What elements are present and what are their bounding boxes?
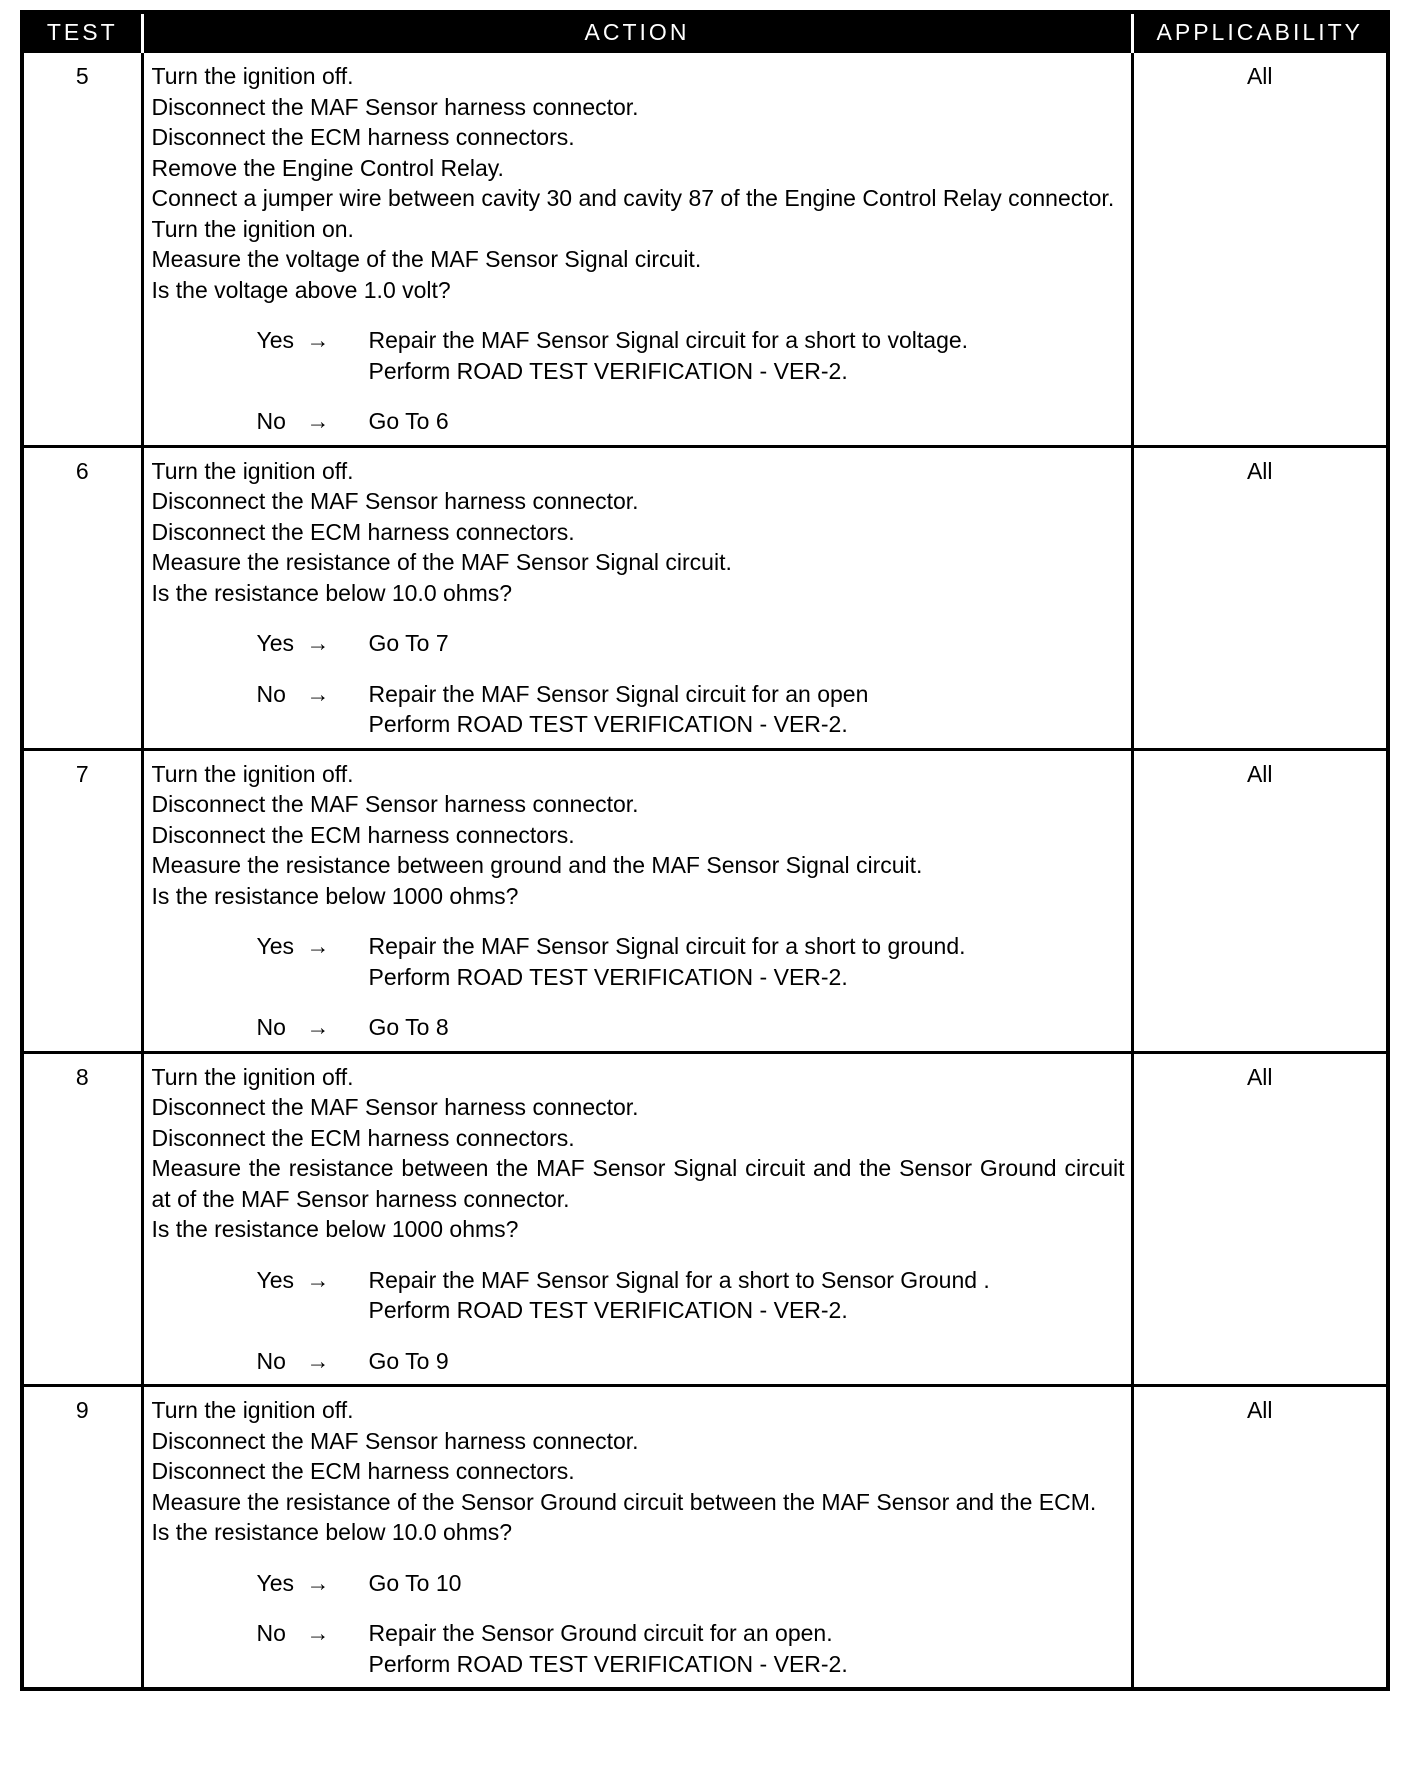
test-number: 9 — [22, 1386, 142, 1690]
action-step: Is the voltage above 1.0 volt? — [151, 276, 451, 303]
table-body — [22, 52, 1388, 1690]
action-step: Measure the voltage of the MAF Sensor Signal circuit. — [151, 246, 702, 272]
arrow-icon: → — [306, 327, 330, 353]
response-yes-label: Yes — [256, 1569, 295, 1596]
test-number: 7 — [22, 749, 142, 1052]
response-no — [257, 679, 1125, 740]
response-yes — [257, 931, 1125, 992]
response-no-text — [369, 1618, 1125, 1679]
action-step: Disconnect the MAF Sensor harness connector. — [151, 93, 639, 120]
action-step: Measure the resistance between the MAF Sensor Signal circuit and the Sensor Ground circuit at of the MAF Sensor harness connector. — [151, 1155, 1125, 1212]
response-line: Repair the Sensor Ground circuit for an open. — [368, 1620, 833, 1646]
applicability-cell: All — [1132, 749, 1388, 1052]
arrow-icon: → — [306, 1569, 330, 1596]
table-header — [22, 12, 1388, 52]
action-step: Disconnect the MAF Sensor harness connector. — [151, 791, 639, 817]
response-line: Perform ROAD TEST VERIFICATION - VER-2. — [368, 711, 848, 737]
response-line: Repair the MAF Sensor Signal circuit for a short to voltage. — [368, 327, 969, 353]
response-yes-label: Yes — [256, 630, 295, 656]
response-no — [257, 1346, 1125, 1377]
arrow-icon: → — [306, 1014, 330, 1040]
response-yes-text — [369, 1265, 1125, 1326]
action-step: Disconnect the ECM harness connectors. — [151, 821, 575, 848]
arrow-icon: → — [306, 680, 330, 707]
arrow-icon: → — [306, 933, 330, 959]
action-step: Is the resistance below 10.0 ohms? — [151, 1519, 513, 1545]
response-yes-label: Yes — [256, 1266, 295, 1293]
response-line: Go To 8 — [368, 1014, 449, 1040]
table-row — [22, 52, 1388, 447]
arrow-icon: → — [306, 1266, 330, 1293]
arrow-icon: → — [306, 408, 330, 434]
header-test: TEST — [22, 12, 142, 52]
response-yes-text — [369, 325, 1125, 386]
response-no-label: No — [256, 408, 286, 434]
response-yes — [257, 325, 1125, 386]
header-action: ACTION — [142, 12, 1132, 52]
response-yes — [257, 628, 1125, 659]
table-row — [22, 1386, 1388, 1690]
action-step: Disconnect the MAF Sensor harness connector. — [151, 1427, 639, 1454]
action-step: Measure the resistance between ground and the MAF Sensor Signal circuit. — [151, 852, 923, 878]
response-yes — [257, 1568, 1125, 1599]
response-no — [257, 406, 1125, 437]
response-no-label: No — [256, 1014, 286, 1040]
response-no-label: No — [256, 1347, 286, 1374]
action-step: Turn the ignition off. — [151, 1063, 354, 1090]
response-line: Perform ROAD TEST VERIFICATION - VER-2. — [368, 1297, 848, 1323]
action-step: Disconnect the ECM harness connectors. — [151, 518, 575, 545]
action-cell — [142, 446, 1132, 749]
header-row — [22, 12, 1388, 52]
response-no-label: No — [256, 680, 286, 707]
response-no-text — [369, 679, 1125, 740]
applicability-cell: All — [1132, 446, 1388, 749]
response-no — [257, 1618, 1125, 1679]
action-step: Turn the ignition off. — [151, 457, 354, 484]
arrow-icon: → — [306, 630, 330, 656]
response-no-label: No — [256, 1620, 286, 1646]
table-row — [22, 749, 1388, 1052]
action-step: Remove the Engine Control Relay. — [151, 154, 504, 181]
action-cell — [142, 749, 1132, 1052]
response-yes-label: Yes — [256, 327, 295, 353]
test-number: 6 — [22, 446, 142, 749]
arrow-icon: → — [306, 1620, 330, 1646]
action-step: Disconnect the ECM harness connectors. — [151, 1124, 575, 1151]
test-number: 8 — [22, 1052, 142, 1386]
action-step: Disconnect the ECM harness connectors. — [151, 124, 575, 150]
action-step: Turn the ignition off. — [151, 760, 354, 787]
action-cell — [142, 52, 1132, 447]
response-line: Perform ROAD TEST VERIFICATION - VER-2. — [368, 1650, 848, 1677]
action-cell — [142, 1052, 1132, 1386]
table-row — [22, 446, 1388, 749]
response-line: Go To 7 — [368, 630, 449, 656]
action-step: Disconnect the MAF Sensor harness connector. — [151, 488, 639, 514]
test-number: 5 — [22, 52, 142, 447]
response-yes — [257, 1265, 1125, 1326]
table-row — [22, 1052, 1388, 1386]
response-no — [257, 1012, 1125, 1043]
applicability-cell: All — [1132, 52, 1388, 447]
applicability-cell: All — [1132, 1386, 1388, 1690]
action-step: Is the resistance below 1000 ohms? — [151, 882, 519, 909]
response-line: Repair the MAF Sensor Signal for a short to Sensor Ground . — [368, 1266, 990, 1293]
action-step: Disconnect the ECM harness connectors. — [151, 1458, 575, 1484]
response-no-text — [369, 406, 1125, 437]
action-step: Measure the resistance of the Sensor Ground circuit between the MAF Sensor and the ECM. — [151, 1488, 1097, 1515]
response-yes-label: Yes — [256, 933, 295, 959]
response-line: Repair the MAF Sensor Signal circuit for a short to ground. — [368, 933, 966, 959]
response-line: Go To 9 — [368, 1347, 449, 1374]
action-step: Turn the ignition on. — [151, 215, 354, 242]
action-step: Disconnect the MAF Sensor harness connector. — [151, 1094, 639, 1120]
action-step: Measure the resistance of the MAF Sensor Signal circuit. — [151, 549, 732, 575]
diagnostic-test-table — [20, 10, 1390, 1691]
response-line: Go To 6 — [368, 408, 449, 434]
response-no-text — [369, 1012, 1125, 1043]
response-yes-text — [369, 931, 1125, 992]
response-no-text — [369, 1346, 1125, 1377]
action-cell — [142, 1386, 1132, 1690]
response-line: Perform ROAD TEST VERIFICATION - VER-2. — [368, 357, 848, 384]
action-step: Turn the ignition off. — [151, 63, 354, 89]
action-step: Is the resistance below 1000 ohms? — [151, 1216, 519, 1242]
action-step: Is the resistance below 10.0 ohms? — [151, 579, 513, 606]
applicability-cell: All — [1132, 1052, 1388, 1386]
action-step: Turn the ignition off. — [151, 1397, 354, 1423]
action-step: Connect a jumper wire between cavity 30 and cavity 87 of the Engine Control Relay connector. — [151, 185, 1115, 211]
response-yes-text — [369, 1568, 1125, 1599]
response-line: Perform ROAD TEST VERIFICATION - VER-2. — [368, 963, 848, 990]
arrow-icon: → — [306, 1347, 330, 1374]
response-yes-text — [369, 628, 1125, 659]
header-applicability: APPLICABILITY — [1132, 12, 1388, 52]
response-line: Repair the MAF Sensor Signal circuit for an open — [368, 680, 869, 707]
response-line: Go To 10 — [368, 1569, 462, 1596]
